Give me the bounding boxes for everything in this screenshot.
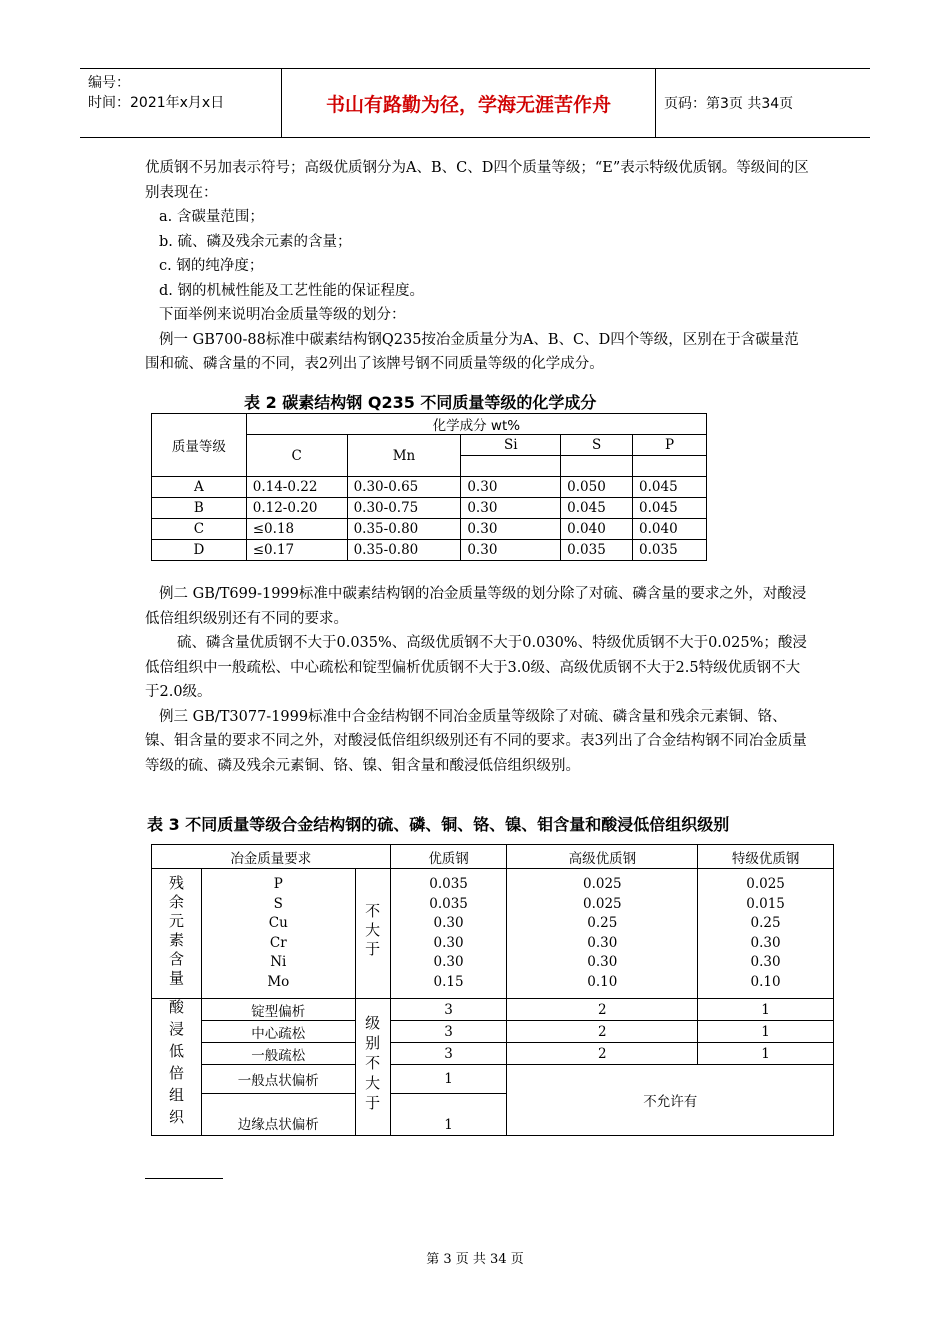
header-page-code: 页码：第3页 共34页 [664,96,794,112]
table2-col-header: Si [461,435,561,456]
table2-cell: 0.35-0.80 [347,540,461,561]
examples-text-block [145,582,810,778]
table3-cell: 中心疏松 [201,1021,355,1043]
table3-cell: 一般疏松 [201,1043,355,1065]
table-row [152,540,707,561]
table2-caption: 表 2 碳素结构钢 Q235 不同质量等级的化学成分 [244,393,597,412]
list-item: a. 含碳量范围； [159,209,264,225]
table2-cell: 0.045 [561,498,633,519]
table2-cell: 0.30-0.65 [347,477,461,498]
table3-cell: 2 [507,999,698,1021]
table3-residual-label-cell [152,869,202,999]
table2-cell: B [152,498,247,519]
table2-cell: 0.045 [633,477,707,498]
page-footer: 第 3 页 共 34 页 [426,1252,524,1267]
table2-empty-cell [633,456,707,477]
table3-cell: 边缘点状偏析 [201,1094,355,1136]
table3-caption: 表 3 不同质量等级合金结构钢的硫、磷、铜、铬、镍、钼含量和酸浸低倍组织级别 [147,815,730,834]
table2-col-header: C [246,435,347,477]
table3-macro-label-cell [152,999,202,1136]
table2-col-header: Mn [347,435,461,477]
table3-req-header: 冶金质量要求 [152,845,391,869]
table3-cell: 一般点状偏析 [201,1065,355,1094]
table3-cell: 1 [698,1021,834,1043]
table2-cell: 0.035 [633,540,707,561]
table3-cell: 3 [390,1021,507,1043]
table2 [151,413,707,561]
table2-cell: C [152,519,247,540]
table2-cell: 0.30 [461,498,561,519]
table-row [152,1065,834,1094]
table3-cell: 2 [507,1043,698,1065]
table2-row-header: 质量等级 [152,414,247,477]
table2-cell: 0.14-0.22 [246,477,347,498]
table-row [152,999,834,1021]
table3-residual-limit-cell [355,869,390,999]
table2-cell: D [152,540,247,561]
table-row [152,477,707,498]
list-item: d. 钢的机械性能及工艺性能的保证程度。 [159,282,424,299]
residual-label: 残余元素含量 [166,874,185,989]
table-row [152,498,707,519]
table2-cell: 0.12-0.20 [246,498,347,519]
table2-cell: A [152,477,247,498]
table2-empty-cell [461,456,561,477]
footnote-divider [145,1178,223,1179]
table2-cell: ≤0.17 [246,540,347,561]
paragraph: 例二 GB/T699-1999标准中碳素结构钢的冶金质量等级的划分除了对硫、磷含量的要求之外，对酸浸低倍组织级别还有不同的要求。 [145,586,807,627]
paragraph: 例一 GB700-88标准中碳素结构钢Q235按冶金质量分为A、B、C、D四个等级，区别在于含碳量范围和硫、磷含量的不同，表2列出了该牌号钢不同质量等级的化学成分。 [145,331,799,372]
table3-cell: 2 [507,1021,698,1043]
table2-cell: 0.30-0.75 [347,498,461,519]
paragraph: 优质钢不另加表示符号；高级优质钢分为A、B、C、D四个质量等级；“E”表示特级优质钢。等级间的区别表现在： [145,160,809,201]
table2-empty-cell [561,456,633,477]
table3-elements: P S Cu Cr Ni Mo [201,869,355,999]
paragraph: 下面举例来说明冶金质量等级的划分： [159,307,406,323]
intro-text-block [145,156,810,377]
table2-cell: 0.30 [461,477,561,498]
table2-cell: ≤0.18 [246,519,347,540]
table3-grade-header: 优质钢 [390,845,507,869]
table3-residual-values: 0.035 0.035 0.30 0.30 0.30 0.15 [390,869,507,999]
table3-cell: 1 [390,1094,507,1136]
table3-residual-values: 0.025 0.025 0.25 0.30 0.30 0.10 [507,869,698,999]
list-item: b. 硫、磷及残余元素的含量； [159,233,352,250]
table2-cell: 0.30 [461,540,561,561]
table3-cell: 1 [698,1043,834,1065]
macro-limit: 级别不大于 [363,1015,382,1115]
paragraph: 例三 GB/T3077-1999标准中合金结构钢不同冶金质量等级除了对硫、磷含量和残余元素铜、铬、镍、钼含量的要求不同之外，对酸浸低倍组织级别还有不同的要求。表3列出了合金结构钢不同冶金质量等级的硫、磷及残余元素铜、铬、镍、钼含量和酸浸低倍组织级别。 [145,708,807,774]
page-header [80,68,870,138]
table3-cell: 锭型偏析 [201,999,355,1021]
table3-cell: 1 [390,1065,507,1094]
table-row [152,519,707,540]
table3-grade-header: 高级优质钢 [507,845,698,869]
doc-number-label: 编号： [88,75,130,91]
table3 [151,844,834,1136]
table3-cell: 3 [390,1043,507,1065]
table3-residual-values: 0.025 0.015 0.25 0.30 0.30 0.10 [698,869,834,999]
header-motto: 书山有路勤为径，学海无涯苦作舟 [282,69,656,137]
macro-label: 酸浸低倍组织 [166,999,185,1131]
doc-time-label: 时间：2021年x月x日 [88,95,225,111]
table2-col-header: S [561,435,633,456]
table3-grade-header: 特级优质钢 [698,845,834,869]
paragraph: 硫、磷含量优质钢不大于0.035%、高级优质钢不大于0.030%、特级优质钢不大于0.025%；酸浸低倍组织中一般疏松、中心疏松和锭型偏析优质钢不大于3.0级、高级优质钢不大于2.5特级优质钢不大于2.0级。 [145,635,807,700]
list-item: c. 钢的纯净度； [159,258,264,274]
table2-cell: 0.040 [633,519,707,540]
table2-cell: 0.30 [461,519,561,540]
table3-cell: 3 [390,999,507,1021]
residual-limit: 不大于 [363,903,382,960]
table3-cell: 1 [698,999,834,1021]
table-row [152,1043,834,1065]
table3-macro-limit-cell [355,999,390,1136]
table2-cell: 0.040 [561,519,633,540]
table2-col-header: P [633,435,707,456]
table2-cell: 0.35-0.80 [347,519,461,540]
table2-cell: 0.050 [561,477,633,498]
table2-cell: 0.035 [561,540,633,561]
table-row [152,1021,834,1043]
table2-group-header: 化学成分 wt% [246,414,706,435]
header-meta [80,69,282,137]
table2-cell: 0.045 [633,498,707,519]
table3-not-allowed: 不允许有 [507,1065,834,1136]
